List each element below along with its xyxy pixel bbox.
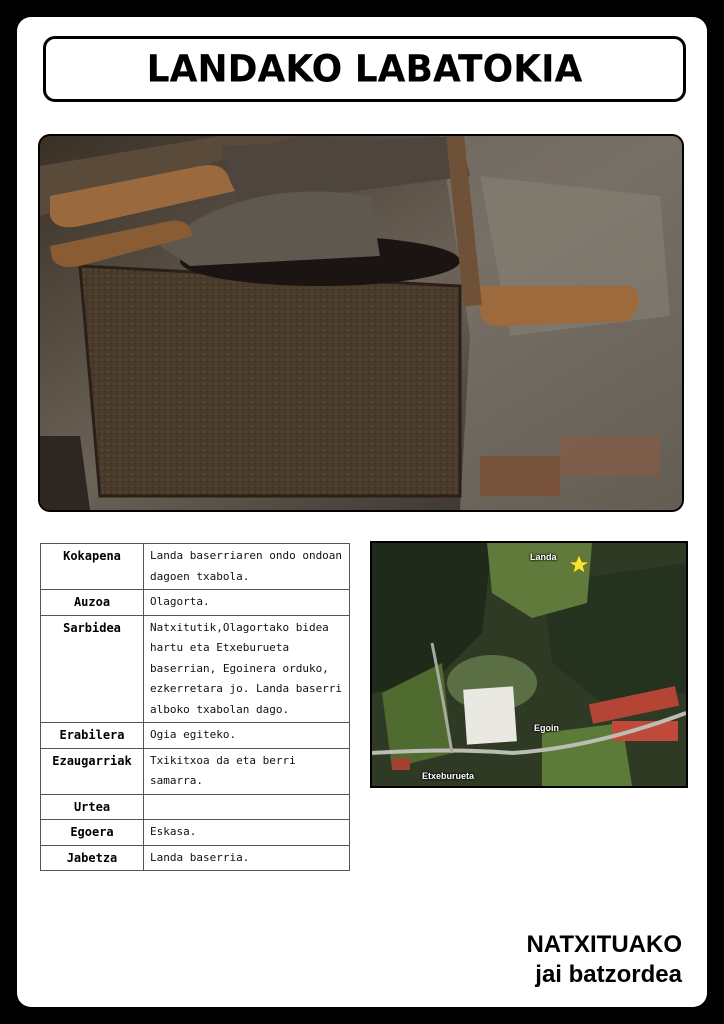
table-row — [41, 615, 350, 723]
table-row — [41, 820, 350, 846]
page-title: LANDAKO LABATOKIA — [146, 47, 583, 91]
footer-line-2: jai batzordea — [535, 961, 682, 988]
row-value: Txikitxoa da eta berri samarra. — [144, 748, 350, 794]
map-label-landa: Landa — [530, 552, 557, 562]
map-label-egoin: Egoin — [534, 723, 559, 733]
footer-line-1: NATXITUAKO — [526, 931, 682, 958]
info-table — [40, 543, 350, 871]
map-label-etxeburueta: Etxeburueta — [422, 771, 475, 781]
row-value: Landa baserriaren ondo ondoan dagoen txabola. — [144, 544, 350, 590]
row-key: Jabetza — [41, 845, 144, 871]
table-row — [41, 544, 350, 590]
title-box — [43, 36, 686, 102]
table-row — [41, 748, 350, 794]
row-value: Ogia egiteko. — [144, 723, 350, 749]
row-value — [144, 794, 350, 820]
table-row — [41, 845, 350, 871]
row-key: Urtea — [41, 794, 144, 820]
row-value: Eskasa. — [144, 820, 350, 846]
oven-photo — [40, 136, 682, 510]
row-key: Egoera — [41, 820, 144, 846]
location-map — [370, 541, 688, 788]
row-value: Landa baserria. — [144, 845, 350, 871]
row-key: Auzoa — [41, 590, 144, 616]
table-row — [41, 794, 350, 820]
table-row — [41, 723, 350, 749]
row-key: Sarbidea — [41, 615, 144, 723]
table-row — [41, 590, 350, 616]
row-value: Olagorta. — [144, 590, 350, 616]
row-key: Ezaugarriak — [41, 748, 144, 794]
row-key: Erabilera — [41, 723, 144, 749]
row-key: Kokapena — [41, 544, 144, 590]
row-value: Natxitutik,Olagortako bidea hartu eta Etxeburueta baserrian, Egoinera orduko, ezkerretara jo. Landa baserri alboko txabolan dago. — [144, 615, 350, 723]
footer-credit — [526, 930, 682, 990]
